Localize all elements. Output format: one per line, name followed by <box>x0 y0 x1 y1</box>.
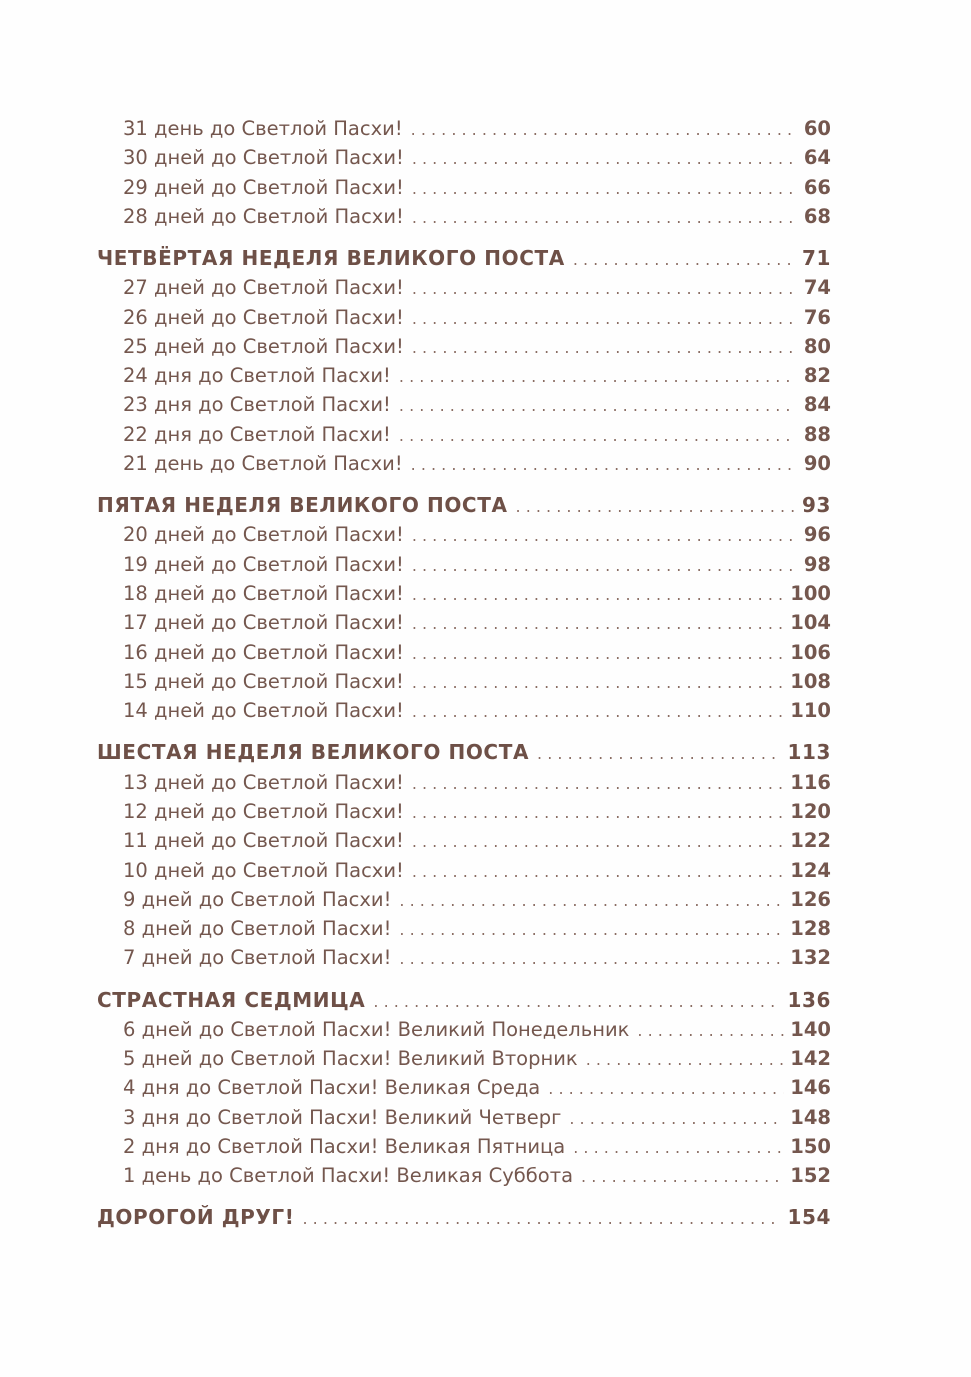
toc-entry <box>0 1161 831 1190</box>
toc-entry <box>0 390 831 419</box>
toc-entry-title: 25 дней до Светлой Пасхи! <box>123 334 404 358</box>
toc-entry <box>0 1103 831 1132</box>
table-of-contents <box>0 114 971 1233</box>
toc-entry-title: 19 дней до Светлой Пасхи! <box>123 552 404 576</box>
toc-entry <box>0 914 831 943</box>
toc-entry <box>0 332 831 361</box>
toc-page-number: 108 <box>790 669 831 693</box>
toc-entry <box>0 696 831 725</box>
toc-leader-dots <box>548 1074 784 1103</box>
toc-entry-title: 5 дней до Светлой Пасхи! Великий Вторник <box>123 1047 578 1071</box>
toc-entry-title: 28 дней до Светлой Пасхи! <box>123 204 404 228</box>
toc-entry <box>0 173 831 202</box>
toc-page-number: 128 <box>790 917 831 941</box>
toc-page-number: 68 <box>803 204 831 228</box>
toc-leader-dots <box>412 827 784 856</box>
toc-leader-dots <box>573 245 795 274</box>
toc-page-number: 126 <box>790 887 831 911</box>
toc-leader-dots <box>412 857 784 886</box>
toc-page-number: 113 <box>787 740 831 765</box>
toc-entry <box>0 1044 831 1073</box>
toc-entry-title: 31 день до Светлой Пасхи! <box>123 117 403 140</box>
toc-page-number: 154 <box>787 1205 831 1230</box>
toc-entry-title: 1 день до Светлой Пасхи! Великая Суббота <box>123 1164 574 1188</box>
toc-leader-dots <box>412 639 784 668</box>
toc-page-number: 142 <box>790 1047 831 1071</box>
toc-leader-dots <box>537 739 781 768</box>
toc-entry-title: 14 дней до Светлой Пасхи! <box>123 699 404 723</box>
toc-page-number: 82 <box>803 364 831 388</box>
toc-entry-title: 3 дня до Светлой Пасхи! Великий Четверг <box>123 1105 562 1129</box>
toc-section-title: ШЕСТАЯ НЕДЕЛЯ ВЕЛИКОГО ПОСТА <box>97 740 530 765</box>
toc-section-heading <box>0 738 831 767</box>
toc-section-title: ПЯТАЯ НЕДЕЛЯ ВЕЛИКОГО ПОСТА <box>97 493 508 518</box>
toc-entry-title: 6 дней до Светлой Пасхи! Великий Понедельник <box>123 1017 630 1041</box>
toc-page-number: 106 <box>790 640 831 664</box>
toc-entry <box>0 943 831 972</box>
toc-page-number: 116 <box>790 770 831 794</box>
toc-page-number: 132 <box>790 946 831 970</box>
toc-entry <box>0 273 831 302</box>
toc-leader-dots <box>412 144 795 173</box>
toc-page-number: 84 <box>803 393 831 417</box>
toc-page-number: 93 <box>801 493 831 518</box>
toc-page-number: 98 <box>803 552 831 576</box>
toc-entry-title: 26 дней до Светлой Пасхи! <box>123 305 404 329</box>
toc-entry <box>0 143 831 172</box>
toc-page-number: 60 <box>803 117 831 140</box>
toc-entry-title: 18 дней до Светлой Пасхи! <box>123 582 404 606</box>
toc-leader-dots <box>412 609 784 638</box>
toc-leader-dots <box>412 580 784 609</box>
toc-leader-dots <box>412 521 795 550</box>
toc-page-number: 74 <box>803 276 831 300</box>
toc-entry <box>0 420 831 449</box>
toc-leader-dots <box>412 333 795 362</box>
toc-page-number: 120 <box>790 799 831 823</box>
toc-leader-dots <box>637 1016 784 1045</box>
toc-leader-dots <box>412 174 795 203</box>
toc-entry-title: 2 дня до Светлой Пасхи! Великая Пятница <box>123 1134 566 1158</box>
toc-page-number: 66 <box>803 175 831 199</box>
toc-leader-dots <box>412 274 795 303</box>
toc-entry <box>0 638 831 667</box>
toc-entry-title: 7 дней до Светлой Пасхи! <box>123 946 392 970</box>
toc-section-heading <box>0 244 831 273</box>
toc-entry <box>0 667 831 696</box>
toc-section-heading <box>0 491 831 520</box>
toc-entry <box>0 550 831 579</box>
toc-entry-title: 30 дней до Светлой Пасхи! <box>123 146 404 170</box>
toc-page-number: 122 <box>790 829 831 853</box>
toc-entry-title: 4 дня до Светлой Пасхи! Великая Среда <box>123 1076 541 1100</box>
toc-page-number: 88 <box>803 422 831 446</box>
toc-entry-title: 22 дня до Светлой Пасхи! <box>123 422 391 446</box>
toc-entry <box>0 768 831 797</box>
toc-leader-dots <box>412 798 784 827</box>
toc-entry <box>0 885 831 914</box>
toc-entry <box>0 361 831 390</box>
toc-leader-dots <box>412 203 795 232</box>
toc-entry-title: 24 дня до Светлой Пасхи! <box>123 364 391 388</box>
toc-leader-dots <box>399 362 795 391</box>
toc-page-number: 150 <box>790 1134 831 1158</box>
toc-page-number: 90 <box>803 452 831 476</box>
toc-section-heading <box>0 1203 831 1232</box>
toc-leader-dots <box>399 915 784 944</box>
toc-entry-title: 27 дней до Светлой Пасхи! <box>123 276 404 300</box>
toc-leader-dots <box>581 1162 784 1191</box>
toc-entry <box>0 856 831 885</box>
toc-section-title: ДОРОГОЙ ДРУГ! <box>97 1205 295 1230</box>
toc-entry <box>0 1015 831 1044</box>
toc-page-number: 71 <box>801 245 831 270</box>
toc-page-number: 110 <box>790 699 831 723</box>
toc-page-number: 152 <box>790 1164 831 1188</box>
toc-section-heading <box>0 986 831 1015</box>
toc-entry-title: 21 день до Светлой Пасхи! <box>123 452 403 476</box>
toc-entry <box>0 449 831 478</box>
toc-entry <box>0 826 831 855</box>
toc-page-number: 124 <box>790 858 831 882</box>
toc-page-number: 148 <box>790 1105 831 1129</box>
toc-leader-dots <box>399 391 795 420</box>
toc-leader-dots <box>516 492 795 521</box>
toc-page-number: 64 <box>803 146 831 170</box>
toc-leader-dots <box>399 886 784 915</box>
toc-leader-dots <box>569 1104 784 1133</box>
toc-leader-dots <box>573 1133 784 1162</box>
toc-leader-dots <box>412 551 795 580</box>
toc-entry <box>0 579 831 608</box>
toc-leader-dots <box>399 421 795 450</box>
toc-entry-title: 9 дней до Светлой Пасхи! <box>123 887 392 911</box>
toc-page-number: 140 <box>790 1017 831 1041</box>
toc-page-number: 100 <box>790 582 831 606</box>
toc-page-number: 96 <box>803 523 831 547</box>
toc-page-number: 76 <box>803 305 831 329</box>
toc-page-number: 146 <box>790 1076 831 1100</box>
toc-leader-dots <box>302 1204 781 1233</box>
toc-page-number: 104 <box>790 611 831 635</box>
toc-leader-dots <box>586 1045 785 1074</box>
toc-entry <box>0 202 831 231</box>
toc-leader-dots <box>412 697 784 726</box>
toc-entry-title: 12 дней до Светлой Пасхи! <box>123 799 404 823</box>
toc-page-number: 136 <box>787 987 831 1012</box>
toc-entry-title: 23 дня до Светлой Пасхи! <box>123 393 391 417</box>
toc-entry <box>0 797 831 826</box>
toc-entry <box>0 303 831 332</box>
toc-entry <box>0 520 831 549</box>
toc-leader-dots <box>412 769 784 798</box>
toc-leader-dots <box>412 668 784 697</box>
toc-entry <box>0 1073 831 1102</box>
toc-leader-dots <box>411 115 795 144</box>
toc-entry-title: 17 дней до Светлой Пасхи! <box>123 611 404 635</box>
toc-entry-title: 10 дней до Светлой Пасхи! <box>123 858 404 882</box>
toc-entry-title: 11 дней до Светлой Пасхи! <box>123 829 404 853</box>
toc-entry-title: 29 дней до Светлой Пасхи! <box>123 175 404 199</box>
toc-entry <box>0 1132 831 1161</box>
toc-leader-dots <box>399 944 784 973</box>
toc-entry-title: 8 дней до Светлой Пасхи! <box>123 917 392 941</box>
toc-entry-title: 13 дней до Светлой Пасхи! <box>123 770 404 794</box>
toc-entry-title: 20 дней до Светлой Пасхи! <box>123 523 404 547</box>
toc-entry-title: 15 дней до Светлой Пасхи! <box>123 669 404 693</box>
toc-section-title: ЧЕТВЁРТАЯ НЕДЕЛЯ ВЕЛИКОГО ПОСТА <box>97 245 565 270</box>
toc-section-title: СТРАСТНАЯ СЕДМИЦА <box>97 987 366 1012</box>
toc-leader-dots <box>411 450 795 479</box>
toc-page-number: 80 <box>803 334 831 358</box>
toc-entry <box>0 114 831 143</box>
toc-entry-title: 16 дней до Светлой Пасхи! <box>123 640 404 664</box>
toc-entry <box>0 608 831 637</box>
toc-leader-dots <box>373 987 781 1016</box>
toc-leader-dots <box>412 304 795 333</box>
